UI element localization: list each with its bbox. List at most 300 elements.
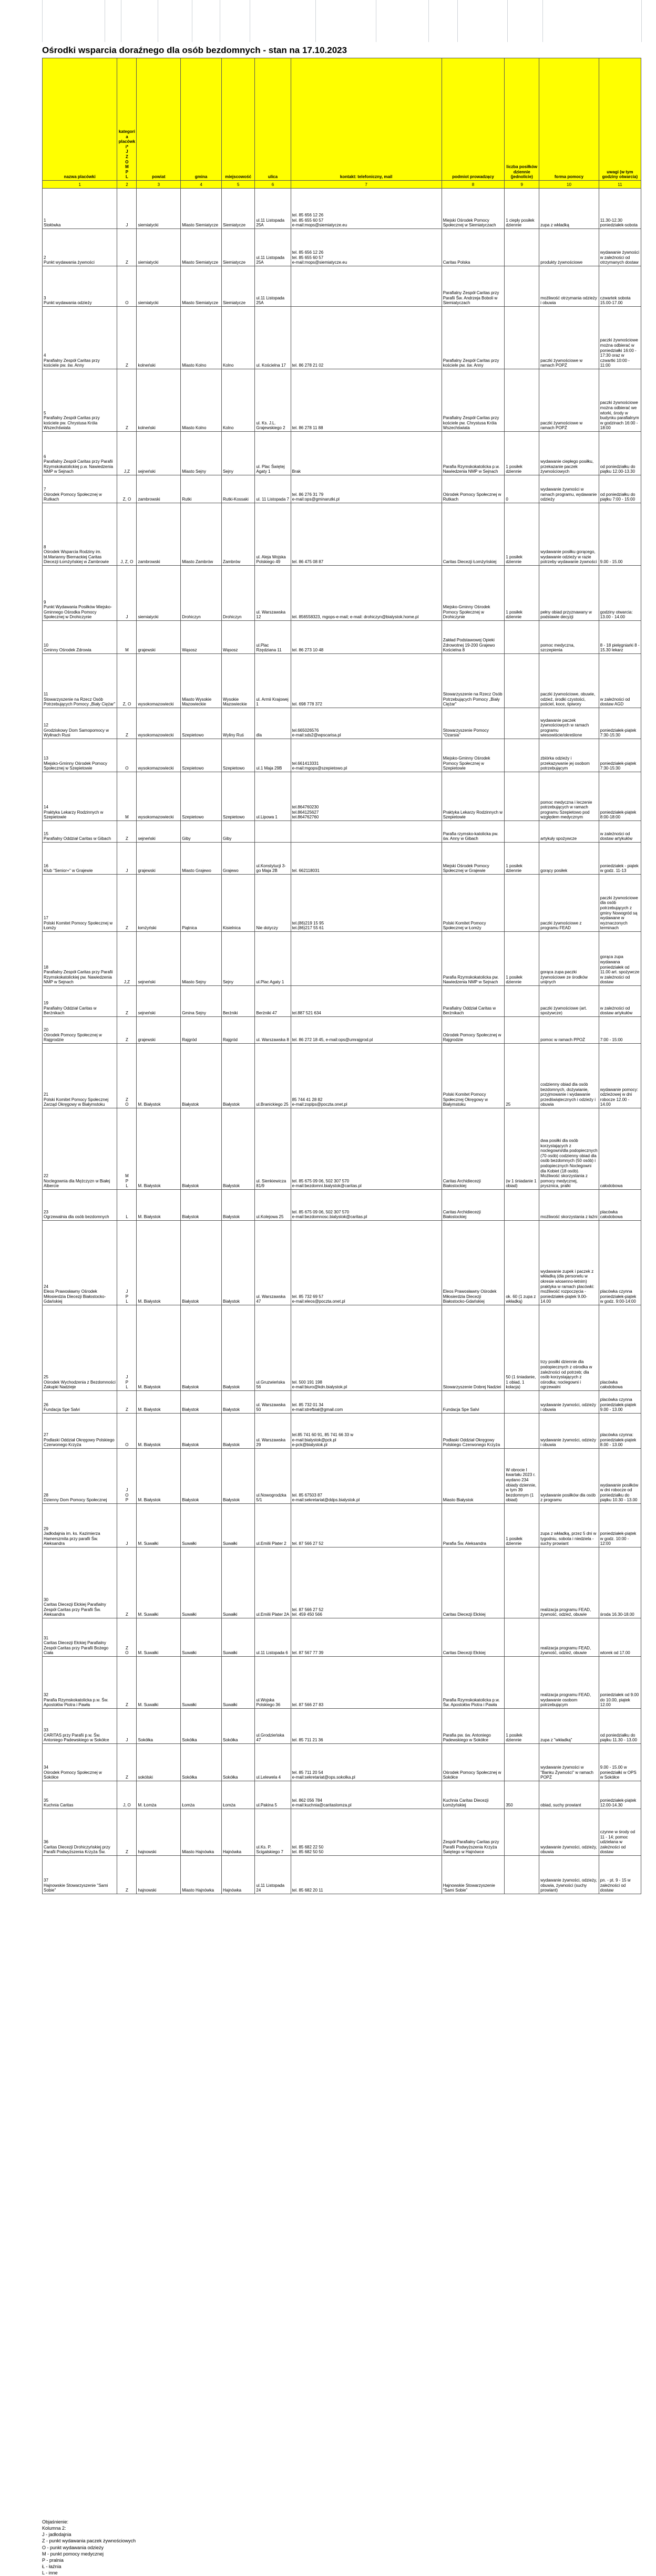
facility-name: Grodziskowy Dom Samopomocy w Wyłinach Rusi xyxy=(44,728,109,738)
cell-powiat: M. Białystok xyxy=(137,1108,181,1190)
cell-gmina: Miasto Siemiatycze xyxy=(181,229,222,266)
row-number: 30 xyxy=(44,1597,48,1602)
cell-podmiot: Miasto Białystok xyxy=(442,1449,505,1504)
table-row xyxy=(43,1305,641,1391)
cell-kontakt: tel. 85 711 20 54 e-mail:sekretariat@ops.sokolka.pl xyxy=(291,1744,442,1781)
cell-kontakt xyxy=(291,821,442,843)
cell-posilki xyxy=(505,1391,539,1414)
cell-posilki xyxy=(505,266,539,307)
cell-posilki xyxy=(505,821,539,843)
table-row xyxy=(43,432,641,475)
cell-posilki: (w 1 śniadanie 1 obiad) xyxy=(505,1108,539,1190)
sheet-column-guides xyxy=(0,0,656,42)
cell-podmiot: Podlaski Oddział Okręgowy Polskiego Czerwonego Krzyża xyxy=(442,1414,505,1449)
cell-ulica: dla xyxy=(255,708,291,739)
cell-miejscowosc: Białystok xyxy=(221,1305,254,1391)
cell-kategoria: Z xyxy=(117,821,137,843)
cell-posilki xyxy=(505,1017,539,1044)
cell-kontakt: tel. 85 675 09 06, 502 307 570 e-mail:bezdomnosc.bialystok@caritas.pl xyxy=(291,1190,442,1221)
facility-name: Ośrodek Pomocy Społecznej w Rutkach xyxy=(44,492,102,502)
cell-nazwa xyxy=(43,1781,117,1809)
cell-uwagi: w zależności od dostaw AGD xyxy=(599,654,641,708)
row-number: 20 xyxy=(44,1027,48,1033)
cell-kategoria: M P L xyxy=(117,1108,137,1190)
cell-forma: wydawanie posiłków dla osób z programu xyxy=(539,1449,599,1504)
cell-uwagi: placówka czynna: poniedziałek-piątek 8.00 - 13.00 xyxy=(599,1414,641,1449)
row-number: 17 xyxy=(44,916,48,921)
cell-kategoria: Z O xyxy=(117,1618,137,1657)
cell-gmina: Białystok xyxy=(181,1108,222,1190)
cell-miejscowosc: Siemiatycze xyxy=(221,266,254,307)
cell-gmina: Miasto Kolno xyxy=(181,307,222,369)
cell-kategoria: Z, O xyxy=(117,475,137,503)
cell-kategoria: J P L xyxy=(117,1305,137,1391)
cell-kategoria: Z xyxy=(117,307,137,369)
cell-kategoria: M xyxy=(117,621,137,654)
cell-powiat: M. Suwałki xyxy=(137,1547,181,1618)
cell-powiat: łomżyński xyxy=(137,875,181,932)
cell-nazwa xyxy=(43,1547,117,1618)
cell-kategoria: J xyxy=(117,1504,137,1547)
cell-miejscowosc: Sejny xyxy=(221,432,254,475)
cell-ulica: ul.Grodzieńska 47 xyxy=(255,1709,291,1744)
facility-name: Polski Komitet Pomocy Społecznej Zarząd Okręgowy w Białymstoku xyxy=(44,1097,109,1107)
facility-name: Parafialny Oddział Caritas w Berżnikach xyxy=(44,1005,97,1016)
cell-uwagi: wydawanie posiłków w dni robocze od poniedziałku do piątku 10.30 - 13.00 xyxy=(599,1449,641,1504)
table-row xyxy=(43,307,641,369)
cell-forma: dwa posiłki dla osób korzystających z noclegowni/dla podopiecznych (70 osób) codzienny obiad dla osób bezdomnych (50 osób) i podopiecznych Noclegowni dla Kobiet (18 osób). Możliwość skorzystania z pomocy medycznej, prysznica, pralki xyxy=(539,1108,599,1190)
cell-gmina: Suwałki xyxy=(181,1547,222,1618)
cell-forma: paczki żywnościowe (art. spożywcze) xyxy=(539,986,599,1017)
cell-miejscowosc: Wyliny Ruś xyxy=(221,708,254,739)
cell-kontakt: tel. 85 732 69 57 e-mail:eleos@poczta.onet.pl xyxy=(291,1221,442,1305)
cell-uwagi: wtorek od 17.00 xyxy=(599,1618,641,1657)
cell-nazwa xyxy=(43,1856,117,1894)
cell-podmiot: Caritas Archidiecezji Białostockiej xyxy=(442,1190,505,1221)
cell-nazwa xyxy=(43,432,117,475)
cell-forma: paczki żywnościowe z programu FEAD xyxy=(539,875,599,932)
cell-powiat: hajnowski xyxy=(137,1856,181,1894)
cell-kategoria: J xyxy=(117,566,137,621)
cell-posilki xyxy=(505,1809,539,1856)
cell-nazwa xyxy=(43,875,117,932)
cell-posilki xyxy=(505,708,539,739)
row-number: 18 xyxy=(44,964,48,970)
cell-podmiot: Parafialny Oddział Caritas w Berżnikach xyxy=(442,986,505,1017)
cell-nazwa xyxy=(43,1657,117,1709)
cell-uwagi: w zależności od dostaw artykułów xyxy=(599,821,641,843)
cell-forma: pomoc medyczna, szczepienia xyxy=(539,621,599,654)
legend-item: M - punkt pomocy medycznej xyxy=(42,2551,104,2557)
table-row xyxy=(43,1657,641,1709)
cell-uwagi: paczki żywnościowe można odbierać we wtorki, środy w budynku parafialnym w godzinach 16:00 - 18:00 xyxy=(599,369,641,432)
cell-gmina: Suwałki xyxy=(181,1504,222,1547)
cell-podmiot: Caritas Diecezji Ełckiej xyxy=(442,1618,505,1657)
table-row xyxy=(43,1709,641,1744)
table-row xyxy=(43,566,641,621)
header-gmina: gmina xyxy=(181,58,222,181)
table-row xyxy=(43,932,641,986)
facility-name: Polski Komitet Pomocy Społecznej w Łomży xyxy=(44,920,113,931)
cell-kategoria: Z xyxy=(117,1856,137,1894)
table-row xyxy=(43,1190,641,1221)
table-row xyxy=(43,1618,641,1657)
cell-podmiot: Miejski Ośrodek Pomocy Społecznej w Siemiatyczach xyxy=(442,189,505,229)
facility-name: Stowarzyszenie na Rzecz Osób Potrzebujących Pomocy „Biały Ciężar" xyxy=(44,697,116,707)
cell-forma: realizacja programu FEAD, żywność, odzież, obuwie xyxy=(539,1547,599,1618)
row-number: 25 xyxy=(44,1375,48,1380)
cell-kategoria: Z xyxy=(117,986,137,1017)
row-number: 13 xyxy=(44,756,48,761)
table-row xyxy=(43,986,641,1017)
cell-ulica: ul.11 Listopada 25A xyxy=(255,266,291,307)
cell-powiat: grajewski xyxy=(137,1017,181,1044)
cell-kontakt: tel.665026576 e-mail:sds2@wpscarisa.pl xyxy=(291,708,442,739)
cell-posilki: 25 xyxy=(505,1044,539,1108)
cell-posilki xyxy=(505,621,539,654)
table-row xyxy=(43,1856,641,1894)
cell-forma: wydawanie żywności, odzieży i obuwia xyxy=(539,1391,599,1414)
cell-kontakt: tel. 85 67503 87 e-mail:sekretariat@ddps.bialystok.pl xyxy=(291,1449,442,1504)
cell-miejscowosc: Siemiatycze xyxy=(221,189,254,229)
cell-nazwa xyxy=(43,189,117,229)
cell-gmina: Miasto Wysokie Mazowieckie xyxy=(181,654,222,708)
row-number: 2 xyxy=(44,255,46,260)
table-row xyxy=(43,821,641,843)
header-number: 7 xyxy=(291,181,442,189)
cell-forma: wydawanie paczek żywnościowych w ramach programu wiesowiście/określone xyxy=(539,708,599,739)
cell-powiat: siemiatycki xyxy=(137,566,181,621)
facility-name: CARITAS przy Parafii p.w. Św. Antoniego Padewskiego w Sokółce xyxy=(44,1732,109,1743)
cell-ulica: ul.11 Listopada 25A xyxy=(255,189,291,229)
cell-powiat: sejneński xyxy=(137,986,181,1017)
cell-gmina: Suwałki xyxy=(181,1618,222,1657)
cell-kategoria: J P L xyxy=(117,1221,137,1305)
cell-forma: zupa z "wkładką" xyxy=(539,1709,599,1744)
row-number: 23 xyxy=(44,1209,48,1214)
cell-gmina: Miasto Sejny xyxy=(181,932,222,986)
cell-kategoria: J, Z, O xyxy=(117,503,137,566)
row-number: 24 xyxy=(44,1284,48,1289)
cell-kategoria: J xyxy=(117,843,137,875)
cell-ulica: ul. Warszawska 12 xyxy=(255,566,291,621)
row-number: 31 xyxy=(44,1635,48,1640)
cell-miejscowosc: Siemiatycze xyxy=(221,229,254,266)
cell-forma: artykuły spożywcze xyxy=(539,821,599,843)
cell-gmina: Białystok xyxy=(181,1221,222,1305)
cell-posilki xyxy=(505,1744,539,1781)
cell-podmiot: Hajnowskie Stowarzyszenie "Sami Sobie" xyxy=(442,1856,505,1894)
table-row xyxy=(43,1504,641,1547)
table-row xyxy=(43,189,641,229)
cell-miejscowosc: Zambrów xyxy=(221,503,254,566)
cell-kontakt: tel. 87 567 77 39 xyxy=(291,1618,442,1657)
facility-name: Noclegownia dla Mężczyzn w Białej Albercie xyxy=(44,1178,110,1189)
table-row xyxy=(43,1017,641,1044)
cell-forma: możliwość otrzymania odzieży i obuwia xyxy=(539,266,599,307)
row-number: 27 xyxy=(44,1432,48,1438)
row-number: 26 xyxy=(44,1402,48,1407)
facility-name: Praktyka Lekarzy Rodzinnych w Szepietowie xyxy=(44,809,104,820)
cell-podmiot: Kuchnia Caritas Diecezji Łomżyńskiej xyxy=(442,1781,505,1809)
legend-item: P - pralnia xyxy=(42,2557,64,2563)
cell-kontakt xyxy=(291,266,442,307)
cell-nazwa xyxy=(43,986,117,1017)
cell-uwagi: placówka całodobowa xyxy=(599,1190,641,1221)
cell-gmina: Miasto Kolno xyxy=(181,369,222,432)
cell-uwagi: poniedziałek-piątek w godz. 10:00 - 12:00 xyxy=(599,1504,641,1547)
cell-miejscowosc: Suwałki xyxy=(221,1547,254,1618)
facility-name: Parafialny Zespół Caritas przy Parafii Rzymskokatolickiej p.w. Nawiedzenia NMP w Sejnach xyxy=(44,459,114,474)
cell-kategoria: L xyxy=(117,1190,137,1221)
cell-forma: produkty żywnościowe xyxy=(539,229,599,266)
cell-podmiot: Parafia pw. św. Antoniego Padewskiego w Sokółce xyxy=(442,1709,505,1744)
cell-kategoria: J xyxy=(117,189,137,229)
cell-miejscowosc: Sejny xyxy=(221,932,254,986)
cell-posilki xyxy=(505,654,539,708)
cell-ulica: ul.Pakina 5 xyxy=(255,1781,291,1809)
cell-podmiot: Miejsko-Gminny Ośrodek Pomocy Społecznej w Szepietowie xyxy=(442,739,505,772)
cell-miejscowosc: Suwałki xyxy=(221,1618,254,1657)
cell-powiat: sokólski xyxy=(137,1744,181,1781)
cell-ulica: ul. 11 Listopada 7 xyxy=(255,475,291,503)
header-number: 2 xyxy=(117,181,137,189)
cell-gmina: Rajgród xyxy=(181,1017,222,1044)
cell-miejscowosc: Giby xyxy=(221,821,254,843)
cell-nazwa xyxy=(43,1017,117,1044)
header-number: 8 xyxy=(442,181,505,189)
cell-ulica: ul. Aleja Wojska Polskiego 49 xyxy=(255,503,291,566)
cell-nazwa xyxy=(43,654,117,708)
cell-powiat: wysokomazowiecki xyxy=(137,739,181,772)
header-number: 4 xyxy=(181,181,222,189)
table-row xyxy=(43,1391,641,1414)
cell-forma: pomoc w ramach PPOŻ xyxy=(539,1017,599,1044)
cell-ulica: ul.Plac Rzędziana 11 xyxy=(255,621,291,654)
facility-name: Caritas Diecezji Ełckiej Parafialny Zespół Caritas przy Parafii Bożego Ciała xyxy=(44,1640,109,1656)
table-row xyxy=(43,708,641,739)
cell-forma: wydawanie żywności w ramach programu, wydawanie odzieży xyxy=(539,475,599,503)
cell-posilki: W obrocie I kwartału 2023 r. wydano 234 obiady dziennie, w tym 39 bezdomnym (1 obiad) xyxy=(505,1449,539,1504)
cell-kategoria: Z xyxy=(117,1391,137,1414)
cell-uwagi: czynne w środy od 11 - 14; pomoc udzielana w zależności od dostaw xyxy=(599,1809,641,1856)
cell-uwagi: od poniedziałku do piątku 12.00-13.30 xyxy=(599,432,641,475)
cell-forma: gorąca zupa paczki żywnościowe ze środków unijnych xyxy=(539,932,599,986)
cell-posilki xyxy=(505,739,539,772)
cell-miejscowosc: Sokółka xyxy=(221,1744,254,1781)
row-number: 5 xyxy=(44,410,46,416)
table-row xyxy=(43,1744,641,1781)
cell-podmiot: Miejski Ośrodek Pomocy Społecznej w Grajewie xyxy=(442,843,505,875)
facility-name: Punkt wydawania odzieży xyxy=(44,300,92,306)
cell-posilki xyxy=(505,1657,539,1709)
facility-name: Caritas Diecezji Drohiczyńskiej przy Parafii Podwyższenia Krzyża Św. xyxy=(44,1844,110,1855)
cell-kontakt xyxy=(291,932,442,986)
row-number: 34 xyxy=(44,1765,48,1770)
facility-name: Ogrzewalnia dla osób bezdomnych xyxy=(44,1214,109,1220)
cell-uwagi: od poniedziałku do piątku 7:00 - 15:00 xyxy=(599,475,641,503)
cell-podmiot: Ośrodek Pomocy Społecznej w Rutkach xyxy=(442,475,505,503)
cell-powiat: M. Białystok xyxy=(137,1391,181,1414)
cell-gmina: Miasto Grajewo xyxy=(181,843,222,875)
cell-uwagi: 11.30-12.30 poniedziałek-sobota xyxy=(599,189,641,229)
cell-kontakt: tel. 87 566 27 52 tel. 459 450 566 xyxy=(291,1547,442,1618)
cell-forma: zupa z wkładką, przez 5 dni w tygodniu, sobota i niedziela - suchy prowiant xyxy=(539,1504,599,1547)
cell-ulica: ul.Emilii Plater 2A xyxy=(255,1547,291,1618)
header-kategoria: kategoria placówki* J Z O M P L xyxy=(117,58,137,181)
header-powiat: powiat xyxy=(137,58,181,181)
cell-powiat: sejneński xyxy=(137,432,181,475)
cell-gmina: Szepietowo xyxy=(181,708,222,739)
header-number: 6 xyxy=(255,181,291,189)
facility-name: Miejsko-Gminny Ośrodek Pomocy Społecznej w Szepietowie xyxy=(44,761,107,771)
cell-kontakt: 85 744 41 28 82 e-mail:zoplps@poczta.onet.pl xyxy=(291,1044,442,1108)
facility-name: Parafialny Zespół Caritas przy kościele pw. św. Anny xyxy=(44,358,100,368)
cell-gmina: Łomża xyxy=(181,1781,222,1809)
cell-forma: trzy posiłki dziennie dla podopiecznych z ośrodka w zależności od potrzeb; dla osób korzystających z ośrodka; noclegowni i ogrzewalni xyxy=(539,1305,599,1391)
cell-kontakt: tel.85 741 60 91, 85 741 66 33 w e-mail:bialystok@pck.pl e-pck@bialystok.pl xyxy=(291,1414,442,1449)
cell-nazwa xyxy=(43,739,117,772)
cell-powiat: kolneński xyxy=(137,369,181,432)
cell-posilki: 1 posiłek dziennie xyxy=(505,843,539,875)
cell-kontakt: Brak xyxy=(291,432,442,475)
facility-name: Ośrodek Pomocy Społecznej w Sokółce xyxy=(44,1770,102,1780)
cell-powiat: siemiatycki xyxy=(137,189,181,229)
table-row xyxy=(43,1449,641,1504)
cell-powiat: M. Suwałki xyxy=(137,1618,181,1657)
cell-kategoria: Z xyxy=(117,1809,137,1856)
cell-kontakt: tel. 85 656 12 26 tel. 85 655 60 57 e-mail:mops@siemiatycze.eu xyxy=(291,229,442,266)
row-number: 29 xyxy=(44,1526,48,1531)
cell-nazwa xyxy=(43,843,117,875)
cell-miejscowosc: Szepietowo xyxy=(221,772,254,821)
cell-miejscowosc: Drohiczyn xyxy=(221,566,254,621)
cell-posilki xyxy=(505,1856,539,1894)
cell-ulica: ul.Ks. P. Scigalskiego 7 xyxy=(255,1809,291,1856)
table-row xyxy=(43,772,641,821)
cell-gmina: Szepietowo xyxy=(181,772,222,821)
cell-powiat: sejneński xyxy=(137,932,181,986)
cell-gmina: Wąsosz xyxy=(181,621,222,654)
cell-forma: obiad, suchy prowiant xyxy=(539,1781,599,1809)
cell-nazwa xyxy=(43,1618,117,1657)
cell-kategoria: Z xyxy=(117,875,137,932)
cell-powiat: wysokomazowiecki xyxy=(137,654,181,708)
cell-podmiot: Miejsko-Gminny Ośrodek Pomocy Społecznej w Drohiczynie xyxy=(442,566,505,621)
cell-powiat: zambrowski xyxy=(137,503,181,566)
cell-kontakt: tel. 85 675 09 06, 502 307 570 e-mail:bezdomni.bialystok@caritas.pl xyxy=(291,1108,442,1190)
legend-line: Kolumna 2: xyxy=(42,2526,66,2531)
cell-nazwa xyxy=(43,1044,117,1108)
row-number: 36 xyxy=(44,1840,48,1845)
facility-name: Ośrodek Wychodzenia z Bezdomności Zakupki Nadzieje xyxy=(44,1379,116,1390)
cell-ulica: ul. Sienkiewicza 81/9 xyxy=(255,1108,291,1190)
cell-powiat: M. Białystok xyxy=(137,1221,181,1305)
cell-powiat: zambrowski xyxy=(137,475,181,503)
cell-uwagi: wydawanie pomocy: odzieżowej w dni robocze 12.00 - 14.00 xyxy=(599,1044,641,1108)
cell-gmina: Suwałki xyxy=(181,1657,222,1709)
table-row xyxy=(43,229,641,266)
cell-podmiot: Parafia Rzymskokatolicka p.w. Nawiedzenia NMP w Sejnach xyxy=(442,432,505,475)
cell-kategoria: Z O xyxy=(117,1044,137,1108)
cell-ulica: ul. Warszawska 8 xyxy=(255,1017,291,1044)
cell-podmiot: Parafia Św. Aleksandra xyxy=(442,1504,505,1547)
cell-posilki xyxy=(505,772,539,821)
row-number: 16 xyxy=(44,863,48,868)
cell-forma: możliwość skorzystania z łaźni xyxy=(539,1190,599,1221)
cell-ulica: ul.Emilii Plater 2 xyxy=(255,1504,291,1547)
facility-name: Ośrodek Wsparcia Rodziny im. bł.Marianny Biernackiej Caritas Diecezji Łomżyńskiej w Zambrowie xyxy=(44,549,109,565)
cell-gmina: Piątnica xyxy=(181,875,222,932)
page-title: Ośrodki wsparcia doraźnego dla osób bezdomnych - stan na 17.10.2023 xyxy=(42,45,347,55)
cell-ulica: ul.11 Listopada 24 xyxy=(255,1856,291,1894)
cell-kontakt: tel.887 521 634 xyxy=(291,986,442,1017)
cell-gmina: Drohiczyn xyxy=(181,566,222,621)
cell-powiat: grajewski xyxy=(137,621,181,654)
cell-nazwa xyxy=(43,1190,117,1221)
cell-miejscowosc: Grajewo xyxy=(221,843,254,875)
header-number: 1 xyxy=(43,181,117,189)
legend-item: J - jadłodajnia xyxy=(42,2532,71,2538)
header-number: 3 xyxy=(137,181,181,189)
cell-gmina: Białystok xyxy=(181,1044,222,1108)
cell-uwagi: całodobowa xyxy=(599,1108,641,1190)
cell-kontakt: tel. 85 656 12 26 tel. 85 655 60 57 e-mail:mops@siemiatycze.eu xyxy=(291,189,442,229)
cell-miejscowosc: Białystok xyxy=(221,1414,254,1449)
cell-posilki: 1 posiłek dziennie xyxy=(505,932,539,986)
cell-ulica: ul.Gruzwieńska 56 xyxy=(255,1305,291,1391)
row-number: 8 xyxy=(44,544,46,549)
cell-kontakt: tel. 85 682 20 11 xyxy=(291,1856,442,1894)
cell-posilki: 350 xyxy=(505,1781,539,1809)
cell-posilki: 1 ciepły posiłek dziennie xyxy=(505,189,539,229)
cell-nazwa xyxy=(43,821,117,843)
cell-uwagi: poniedziałek - piątek w godz. 11-13 xyxy=(599,843,641,875)
row-number: 28 xyxy=(44,1492,48,1498)
row-number: 11 xyxy=(44,692,48,697)
facility-name: Punkt Wydawania Posiłków Miejsko-Gminnego Ośrodka Pomocy Społecznej w Drohiczynie xyxy=(44,605,112,620)
cell-miejscowosc: Rutki-Kossaki xyxy=(221,475,254,503)
cell-posilki xyxy=(505,986,539,1017)
cell-nazwa xyxy=(43,1744,117,1781)
cell-powiat: wysokomazowiecki xyxy=(137,708,181,739)
cell-posilki: ok. 60 (1 zupa z wkładką) xyxy=(505,1221,539,1305)
cell-posilki: 1 posiłek dziennie xyxy=(505,503,539,566)
facility-name: Punkt wydawania żywności xyxy=(44,260,95,265)
cell-uwagi: od poniedziałku do piątku 11.30 - 13.00 xyxy=(599,1709,641,1744)
cell-miejscowosc: Kolno xyxy=(221,369,254,432)
row-number: 12 xyxy=(44,723,48,728)
table-row xyxy=(43,1809,641,1856)
facility-name: Podlaski Oddział Okręgowy Polskiego Czerwonego Krzyża xyxy=(44,1437,115,1448)
cell-forma: paczki żywnościowe, obuwie, odzież, środki czystości, pościel, koce, śpiwory xyxy=(539,654,599,708)
cell-ulica: ul.Lelewela 4 xyxy=(255,1744,291,1781)
cell-gmina: Miasto Hajnówka xyxy=(181,1809,222,1856)
cell-forma: gorący posiłek xyxy=(539,843,599,875)
facility-name: Caritas Diecezji Ełckiej Parafialny Zespół Caritas przy Parafii Św. Aleksandra xyxy=(44,1602,106,1617)
cell-miejscowosc: Łomża xyxy=(221,1781,254,1809)
cell-powiat: kolneński xyxy=(137,307,181,369)
cell-kontakt: tel. 86 276 31 79 e-mail:ops@gminarutki.pl xyxy=(291,475,442,503)
shelter-table xyxy=(42,58,641,1894)
cell-gmina: Białystok xyxy=(181,1414,222,1449)
header-ulica: ulica xyxy=(255,58,291,181)
cell-gmina: Gmina Sejny xyxy=(181,986,222,1017)
cell-gmina: Miasto Sejny xyxy=(181,432,222,475)
cell-kategoria: J xyxy=(117,1709,137,1744)
cell-uwagi: poniedziałek-piątek 12.00-14.30 xyxy=(599,1781,641,1809)
cell-forma: zbiórka odzieży i przekazywanie jej osobom potrzebującym xyxy=(539,739,599,772)
